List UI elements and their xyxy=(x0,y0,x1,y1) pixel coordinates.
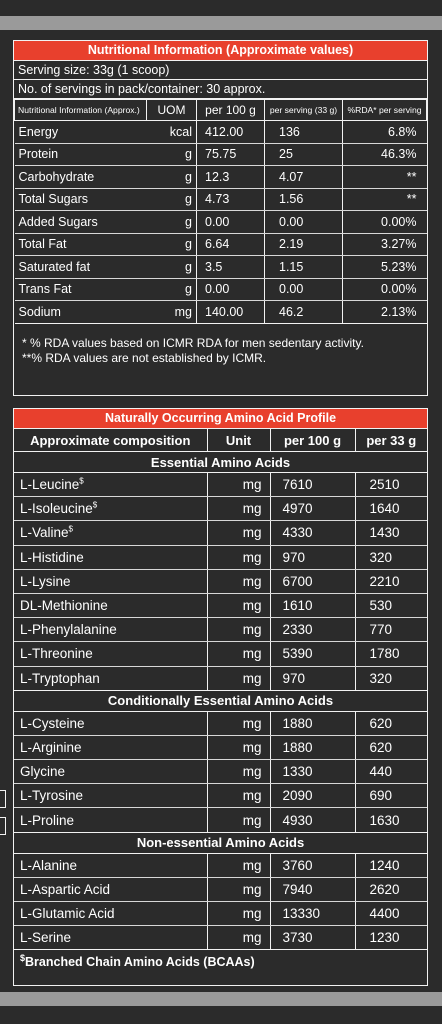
amino-name: L-Phenylalanine xyxy=(20,622,117,638)
amino-per33: 2620 xyxy=(355,877,427,901)
nutrient-per-serving: 2.19 xyxy=(265,233,343,256)
nutrient-per100: 0.00 xyxy=(197,211,265,234)
amino-unit: mg xyxy=(207,926,270,950)
nutrient-rda: 3.27% xyxy=(343,233,427,256)
amino-per33: 530 xyxy=(355,593,427,617)
amino-per100: 970 xyxy=(270,545,355,569)
nutrient-rda: 0.00% xyxy=(343,211,427,234)
amino-name: L-Leucine xyxy=(20,477,80,493)
amino-name-cell xyxy=(14,711,207,735)
nutrient-per100: 3.5 xyxy=(197,256,265,279)
nutrition-row xyxy=(15,188,427,211)
amino-row xyxy=(14,808,427,832)
amino-name: L-Cysteine xyxy=(20,715,85,731)
amino-acid-table xyxy=(14,429,427,950)
nutrient-name: Added Sugars xyxy=(15,211,147,234)
amino-row xyxy=(14,735,427,759)
amino-row xyxy=(14,853,427,877)
amino-row xyxy=(14,473,427,497)
amino-per33: 4400 xyxy=(355,902,427,926)
nutrient-per-serving: 0.00 xyxy=(265,211,343,234)
amino-name-cell xyxy=(14,497,207,521)
amino-unit: mg xyxy=(207,666,270,690)
amino-unit: mg xyxy=(207,642,270,666)
amino-section-title: Essential Amino Acids xyxy=(14,452,427,473)
nutrient-name: Saturated fat xyxy=(15,256,147,279)
nutrient-per-serving: 136 xyxy=(265,121,343,144)
nutrient-per100: 75.75 xyxy=(197,143,265,166)
rda-not-established-note: **% RDA values are not established by ICMR. xyxy=(22,350,267,365)
amino-row xyxy=(14,760,427,784)
col-header-rda: %RDA* per serving xyxy=(343,100,427,121)
amino-acid-panel xyxy=(13,408,428,986)
amino-name: L-Histidine xyxy=(20,549,84,565)
amino-name: L-Isoleucine xyxy=(20,501,93,517)
amino-per100: 2330 xyxy=(270,618,355,642)
amino-name: L-Lysine xyxy=(20,573,71,589)
amino-section-row xyxy=(14,832,427,853)
amino-name: L-Tyrosine xyxy=(20,788,84,804)
nutrient-rda: 46.3% xyxy=(343,143,427,166)
amino-name-cell xyxy=(14,853,207,877)
amino-per33: 320 xyxy=(355,666,427,690)
rda-note: * % RDA values based on ICMR RDA for men sedentary activity. xyxy=(22,335,364,350)
nutrient-rda: 5.23% xyxy=(343,256,427,279)
amino-name-cell xyxy=(14,473,207,497)
amino-row xyxy=(14,902,427,926)
nutrient-per-serving: 1.56 xyxy=(265,188,343,211)
amino-unit: mg xyxy=(207,473,270,497)
col-header-per-serving: per serving (33 g) xyxy=(265,100,343,121)
nutrient-per-serving: 4.07 xyxy=(265,166,343,189)
nutrient-uom: kcal xyxy=(147,121,197,144)
nutrient-per100: 0.00 xyxy=(197,278,265,301)
nutrient-rda: 2.13% xyxy=(343,301,427,324)
amino-unit: mg xyxy=(207,808,270,832)
nutrient-per100: 6.64 xyxy=(197,233,265,256)
amino-row xyxy=(14,521,427,545)
amino-unit: mg xyxy=(207,711,270,735)
amino-per33: 440 xyxy=(355,760,427,784)
nutrient-name: Energy xyxy=(15,121,147,144)
nutrition-panel xyxy=(13,40,428,396)
nutrient-uom: g xyxy=(147,188,197,211)
amino-row xyxy=(14,926,427,950)
amino-name-cell xyxy=(14,618,207,642)
amino-per33: 770 xyxy=(355,618,427,642)
amino-unit: mg xyxy=(207,521,270,545)
nutrient-per-serving: 25 xyxy=(265,143,343,166)
amino-name-cell xyxy=(14,642,207,666)
amino-name-cell xyxy=(14,902,207,926)
nutrient-name: Carbohydrate xyxy=(15,166,147,189)
amino-row xyxy=(14,497,427,521)
nutrient-per100: 140.00 xyxy=(197,301,265,324)
bottom-gray-band xyxy=(0,992,442,1006)
nutrition-row xyxy=(15,233,427,256)
amino-unit: mg xyxy=(207,760,270,784)
amino-row xyxy=(14,784,427,808)
amino-per100: 2090 xyxy=(270,784,355,808)
nutrition-row xyxy=(15,301,427,324)
nutrient-per100: 4.73 xyxy=(197,188,265,211)
amino-per100: 3760 xyxy=(270,853,355,877)
amino-section-row xyxy=(14,452,427,473)
amino-per100: 4930 xyxy=(270,808,355,832)
col-header-per33: per 33 g xyxy=(355,429,427,452)
col-header-uom: UOM xyxy=(147,100,197,121)
nutrient-name: Sodium xyxy=(15,301,147,324)
amino-per100: 4330 xyxy=(270,521,355,545)
nutrient-rda: 0.00% xyxy=(343,278,427,301)
amino-row xyxy=(14,545,427,569)
amino-per100: 1880 xyxy=(270,711,355,735)
amino-unit: mg xyxy=(207,853,270,877)
amino-per100: 1880 xyxy=(270,735,355,759)
bcaa-mark: $ xyxy=(79,476,84,486)
amino-per33: 1640 xyxy=(355,497,427,521)
col-header-per100: per 100 g xyxy=(197,100,265,121)
amino-per100: 4970 xyxy=(270,497,355,521)
amino-name: L-Threonine xyxy=(20,646,93,662)
bcaa-mark: $ xyxy=(92,500,98,510)
nutrient-uom: g xyxy=(147,143,197,166)
amino-unit: mg xyxy=(207,784,270,808)
nutrient-rda: ** xyxy=(343,166,427,189)
amino-per33: 620 xyxy=(355,735,427,759)
amino-title: Naturally Occurring Amino Acid Profile xyxy=(14,409,427,429)
nutrient-name: Trans Fat xyxy=(15,278,147,301)
amino-per33: 620 xyxy=(355,711,427,735)
nutrient-per100: 412.00 xyxy=(197,121,265,144)
amino-name-cell xyxy=(14,877,207,901)
amino-per100: 6700 xyxy=(270,569,355,593)
amino-per100: 7610 xyxy=(270,473,355,497)
amino-per100: 1610 xyxy=(270,593,355,617)
amino-row xyxy=(14,711,427,735)
nutrient-per100: 12.3 xyxy=(197,166,265,189)
amino-row xyxy=(14,593,427,617)
nutrient-uom: g xyxy=(147,211,197,234)
amino-unit: mg xyxy=(207,569,270,593)
nutrition-row xyxy=(15,166,427,189)
amino-name-cell xyxy=(14,926,207,950)
amino-per100: 5390 xyxy=(270,642,355,666)
amino-section-title: Conditionally Essential Amino Acids xyxy=(14,690,427,711)
amino-per33: 2210 xyxy=(355,569,427,593)
nutrition-row xyxy=(15,278,427,301)
servings-per-pack: No. of servings in pack/container: 30 approx. xyxy=(14,80,427,99)
amino-unit: mg xyxy=(207,545,270,569)
amino-section-title: Non-essential Amino Acids xyxy=(14,832,427,853)
nutrient-per-serving: 46.2 xyxy=(265,301,343,324)
left-edge-mark xyxy=(0,790,6,808)
nutrient-uom: g xyxy=(147,278,197,301)
nutrition-notes xyxy=(14,324,427,366)
nutrient-uom: g xyxy=(147,233,197,256)
bcaa-footnote-text: Branched Chain Amino Acids (BCAAs) xyxy=(25,955,255,970)
amino-row xyxy=(14,569,427,593)
amino-per33: 690 xyxy=(355,784,427,808)
amino-name-cell xyxy=(14,521,207,545)
nutrition-table xyxy=(14,99,427,324)
nutrition-row xyxy=(15,211,427,234)
amino-row xyxy=(14,877,427,901)
col-header-nutrient: Nutritional Information (Approx.) xyxy=(15,100,147,121)
nutrition-row xyxy=(15,143,427,166)
amino-unit: mg xyxy=(207,877,270,901)
nutrient-rda: 6.8% xyxy=(343,121,427,144)
amino-unit: mg xyxy=(207,735,270,759)
col-header-composition: Approximate composition xyxy=(14,429,207,452)
amino-per100: 3730 xyxy=(270,926,355,950)
amino-name-cell xyxy=(14,735,207,759)
bcaa-footnote xyxy=(14,950,427,969)
amino-unit: mg xyxy=(207,902,270,926)
amino-name-cell xyxy=(14,760,207,784)
amino-row xyxy=(14,642,427,666)
amino-per33: 1780 xyxy=(355,642,427,666)
amino-name: L-Serine xyxy=(20,930,72,946)
left-edge-mark xyxy=(0,817,6,835)
nutrient-per-serving: 0.00 xyxy=(265,278,343,301)
serving-size: Serving size: 33g (1 scoop) xyxy=(14,61,427,80)
amino-per33: 1430 xyxy=(355,521,427,545)
nutrient-rda: ** xyxy=(343,188,427,211)
nutrient-uom: g xyxy=(147,166,197,189)
nutrient-name: Total Sugars xyxy=(15,188,147,211)
nutrition-header-row xyxy=(15,100,427,121)
top-gray-band xyxy=(0,16,442,30)
amino-name: DL-Methionine xyxy=(20,598,108,614)
nutrient-per-serving: 1.15 xyxy=(265,256,343,279)
amino-name: L-Alanine xyxy=(20,857,78,873)
nutrition-title: Nutritional Information (Approximate values) xyxy=(14,41,427,61)
amino-per100: 13330 xyxy=(270,902,355,926)
nutrient-name: Protein xyxy=(15,143,147,166)
amino-per33: 1630 xyxy=(355,808,427,832)
col-header-unit: Unit xyxy=(207,429,270,452)
nutrient-uom: g xyxy=(147,256,197,279)
amino-name: L-Proline xyxy=(20,812,75,828)
amino-per33: 2510 xyxy=(355,473,427,497)
nutrient-uom: mg xyxy=(147,301,197,324)
amino-name: L-Arginine xyxy=(20,739,82,755)
bcaa-footnote-mark: $ xyxy=(20,953,26,964)
amino-row xyxy=(14,666,427,690)
amino-name-cell xyxy=(14,545,207,569)
amino-name-cell xyxy=(14,808,207,832)
amino-name: L-Valine xyxy=(20,525,69,541)
amino-per100: 1330 xyxy=(270,760,355,784)
amino-name: L-Aspartic Acid xyxy=(20,881,111,897)
nutrient-name: Total Fat xyxy=(15,233,147,256)
amino-unit: mg xyxy=(207,618,270,642)
amino-name: L-Glutamic Acid xyxy=(20,906,115,922)
amino-name-cell xyxy=(14,784,207,808)
amino-name-cell xyxy=(14,569,207,593)
amino-name: L-Tryptophan xyxy=(20,670,100,686)
nutrition-row xyxy=(15,256,427,279)
amino-name-cell xyxy=(14,593,207,617)
bcaa-mark: $ xyxy=(68,524,73,534)
col-header-per100: per 100 g xyxy=(270,429,355,452)
amino-name: Glycine xyxy=(20,764,66,780)
amino-per33: 1230 xyxy=(355,926,427,950)
amino-row xyxy=(14,618,427,642)
amino-unit: mg xyxy=(207,593,270,617)
amino-unit: mg xyxy=(207,497,270,521)
amino-per33: 1240 xyxy=(355,853,427,877)
amino-per100: 970 xyxy=(270,666,355,690)
amino-name-cell xyxy=(14,666,207,690)
amino-per100: 7940 xyxy=(270,877,355,901)
amino-section-row xyxy=(14,690,427,711)
amino-per33: 320 xyxy=(355,545,427,569)
nutrition-row xyxy=(15,121,427,144)
amino-header-row xyxy=(14,429,427,452)
